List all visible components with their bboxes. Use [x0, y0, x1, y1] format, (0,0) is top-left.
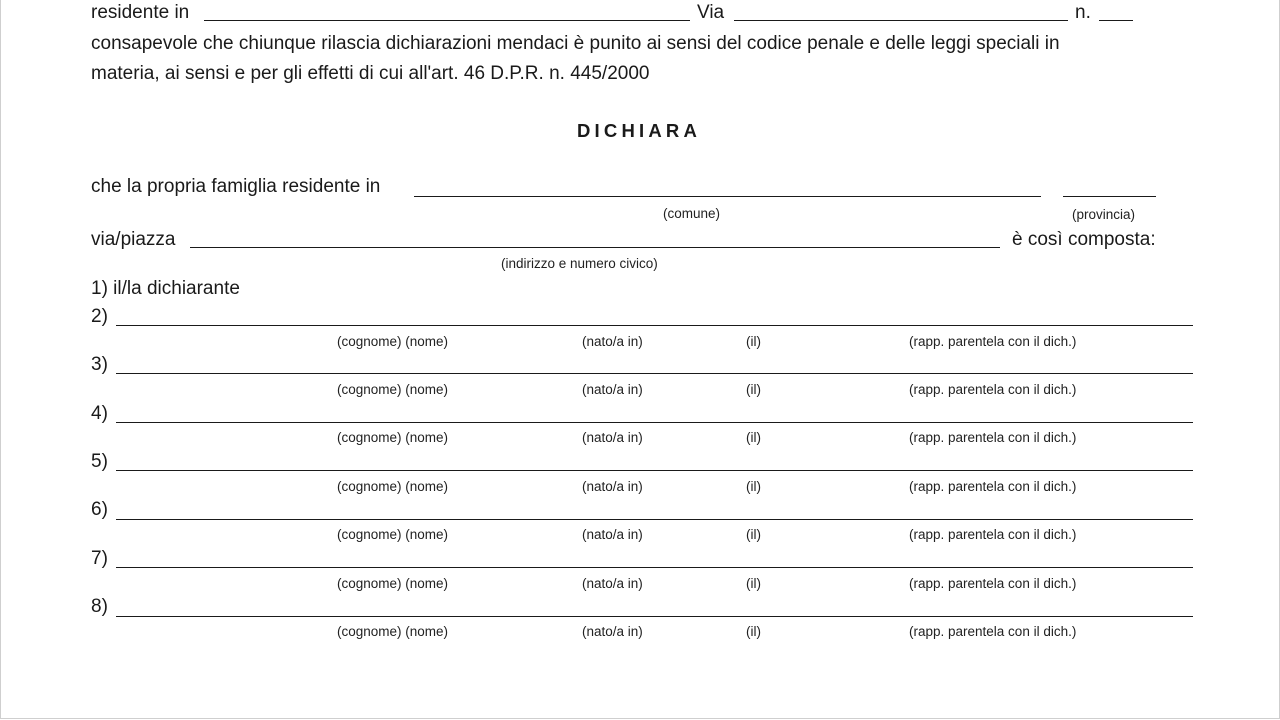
caption-relation: (rapp. parentela con il dich.)	[909, 382, 1077, 397]
caption-relation: (rapp. parentela con il dich.)	[909, 430, 1077, 445]
member-row-field[interactable]	[116, 325, 1193, 326]
caption-date: (il)	[746, 527, 761, 542]
caption-born: (nato/a in)	[582, 334, 643, 349]
caption-name: (cognome) (nome)	[337, 624, 449, 639]
caption-born: (nato/a in)	[582, 527, 643, 542]
via-field[interactable]	[734, 20, 1068, 21]
consapevole-text-line1: consapevole che chiunque rilascia dichiarazioni mendaci è punito ai sensi del codice penale e delle leggi speciali in	[91, 33, 1060, 54]
composta-label: è così composta:	[1012, 229, 1156, 250]
caption-relation: (rapp. parentela con il dich.)	[909, 576, 1077, 591]
member-row-field[interactable]	[116, 373, 1193, 374]
member-1-dichiarante: 1) il/la dichiarante	[91, 278, 240, 299]
indirizzo-caption: (indirizzo e numero civico)	[501, 256, 658, 271]
consapevole-text-line2: materia, ai sensi e per gli effetti di cui all'art. 46 D.P.R. n. 445/2000	[91, 63, 650, 84]
caption-born: (nato/a in)	[582, 624, 643, 639]
residente-in-label: residente in	[91, 2, 190, 23]
caption-date: (il)	[746, 479, 761, 494]
caption-born: (nato/a in)	[582, 430, 643, 445]
caption-name: (cognome) (nome)	[337, 527, 449, 542]
caption-relation: (rapp. parentela con il dich.)	[909, 624, 1077, 639]
caption-born: (nato/a in)	[582, 479, 643, 494]
member-row-field[interactable]	[116, 616, 1193, 617]
member-row-number: 2)	[91, 306, 108, 327]
comune-field[interactable]	[414, 196, 1041, 197]
member-row-number: 7)	[91, 548, 108, 569]
caption-name: (cognome) (nome)	[337, 382, 449, 397]
caption-relation: (rapp. parentela con il dich.)	[909, 527, 1077, 542]
caption-name: (cognome) (nome)	[337, 430, 449, 445]
member-row-number: 6)	[91, 499, 108, 520]
caption-born: (nato/a in)	[582, 382, 643, 397]
via-label: Via	[697, 2, 725, 23]
caption-date: (il)	[746, 334, 761, 349]
member-row-number: 8)	[91, 596, 108, 617]
residente-in-field[interactable]	[204, 20, 690, 21]
comune-caption: (comune)	[663, 206, 721, 221]
member-row-field[interactable]	[116, 422, 1193, 423]
numero-label: n.	[1075, 2, 1091, 23]
member-row-field[interactable]	[116, 470, 1193, 471]
member-row-number: 4)	[91, 403, 108, 424]
caption-born: (nato/a in)	[582, 576, 643, 591]
member-row-field[interactable]	[116, 519, 1193, 520]
caption-date: (il)	[746, 382, 761, 397]
caption-relation: (rapp. parentela con il dich.)	[909, 334, 1077, 349]
caption-name: (cognome) (nome)	[337, 479, 449, 494]
famiglia-residente-label: che la propria famiglia residente in	[91, 176, 381, 197]
member-row-number: 5)	[91, 451, 108, 472]
via-piazza-field[interactable]	[190, 247, 1000, 248]
member-row-field[interactable]	[116, 567, 1193, 568]
caption-date: (il)	[746, 430, 761, 445]
dichiara-title: DICHIARA	[577, 120, 702, 141]
provincia-field[interactable]	[1063, 196, 1156, 197]
via-piazza-label: via/piazza	[91, 229, 176, 250]
member-row-number: 3)	[91, 354, 108, 375]
caption-date: (il)	[746, 624, 761, 639]
caption-name: (cognome) (nome)	[337, 334, 449, 349]
caption-name: (cognome) (nome)	[337, 576, 449, 591]
provincia-caption: (provincia)	[1072, 207, 1136, 222]
caption-date: (il)	[746, 576, 761, 591]
numero-field[interactable]	[1099, 20, 1133, 21]
caption-relation: (rapp. parentela con il dich.)	[909, 479, 1077, 494]
